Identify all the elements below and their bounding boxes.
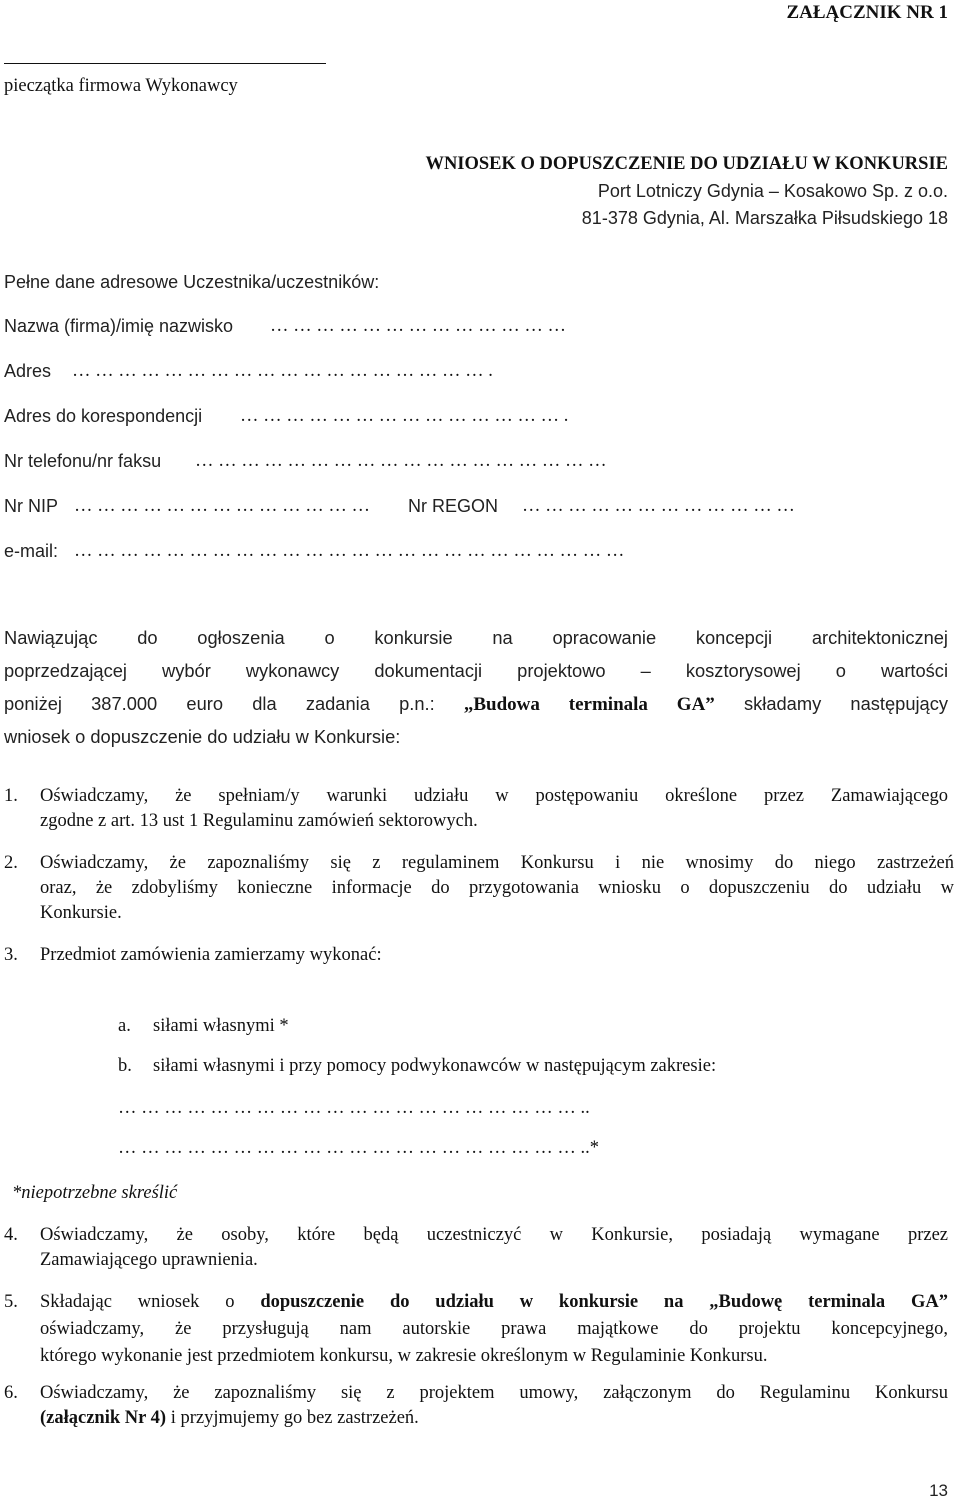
item-2-line-2: oraz, że zdobyliśmy konieczne informacje do przygotowania wniosku o dopuszczeniu do udziału w xyxy=(40,878,954,898)
address-field[interactable]: … … … … … … … … … … … … … … … … … … . xyxy=(72,361,493,381)
item-4-line-1: Oświadczamy, że osoby, które będą uczestniczyć w Konkursie, posiadają wymagane przez xyxy=(40,1225,948,1245)
intro-line-3: poniżej 387.000 euro dla zadania p.n.: „Budowa terminala GA” składamy następujący xyxy=(4,693,948,715)
phone-label: Nr telefonu/nr faksu xyxy=(4,451,162,471)
intro-line-2: poprzedzającej wybór wykonawcy dokumentacji projektowo – kosztorysowej o wartości xyxy=(4,660,948,681)
organization-name: Port Lotniczy Gdynia – Kosakowo Sp. z o.o. xyxy=(597,181,948,201)
item-4-number: 4. xyxy=(4,1225,18,1245)
item-6-number: 6. xyxy=(4,1383,18,1403)
address-label: Adres xyxy=(4,361,52,381)
item-5-number: 5. xyxy=(4,1292,18,1312)
email-label: e-mail: xyxy=(4,541,59,561)
organization-address: 81-378 Gdynia, Al. Marszałka Piłsudskiego 18 xyxy=(581,208,948,228)
option-b-text[interactable]: siłami własnymi i przy pomocy podwykonawców w następującym zakresie: xyxy=(153,1056,717,1076)
email-field[interactable]: … … … … … … … … … … … … … … … … … … … … … … … … xyxy=(74,541,625,561)
item-1-line-2: zgodne z art. 13 ust 1 Regulaminu zamówień sektorowych. xyxy=(40,811,478,831)
footnote: *niepotrzebne skreślić xyxy=(12,1183,178,1203)
option-a-label: a. xyxy=(118,1016,131,1036)
regon-field[interactable]: … … … … … … … … … … … … xyxy=(522,496,795,516)
item-4-line-2: Zamawiającego uprawnienia. xyxy=(40,1250,258,1270)
item-5-line-3: którego wykonanie jest przedmiotem konkursu, w zakresie określonym w Regulaminie Konkursu. xyxy=(40,1346,768,1366)
task-name: „Budowa terminala GA” xyxy=(463,694,715,715)
item-5-bold-text: dopuszczenie do udziału w konkursie na „Budowę terminala GA” xyxy=(260,1292,948,1312)
correspondence-field[interactable]: … … … … … … … … … … … … … … . xyxy=(240,406,569,426)
stamp-line xyxy=(4,63,326,64)
nip-field[interactable]: … … … … … … … … … … … … … xyxy=(74,496,370,516)
correspondence-label: Adres do korespondencji xyxy=(4,406,203,426)
intro-line-4: wniosek o dopuszczenie do udziału w Konkursie: xyxy=(4,726,401,747)
item-1-line-1: Oświadczamy, że spełniam/y warunki udziału w postępowaniu określone przez Zamawiającego xyxy=(40,786,948,806)
attachment-label: ZAŁĄCZNIK NR 1 xyxy=(786,2,948,23)
subcontract-scope-line-2[interactable]: … … … … … … … … … … … … … … … … … … … … ..* xyxy=(118,1138,599,1158)
nip-label: Nr NIP xyxy=(4,496,58,516)
attachment-ref: (załącznik Nr 4) xyxy=(40,1408,167,1428)
item-3-number: 3. xyxy=(4,945,18,965)
subcontract-scope-line-1[interactable]: … … … … … … … … … … … … … … … … … … … … .. xyxy=(118,1098,590,1118)
item-2-number: 2. xyxy=(4,853,18,873)
phone-field[interactable]: … … … … … … … … … … … … … … … … … … xyxy=(195,451,607,471)
item-2-line-3: Konkursie. xyxy=(40,903,122,923)
document-title: WNIOSEK O DOPUSZCZENIE DO UDZIAŁU W KONKURSIE xyxy=(425,154,948,174)
name-field[interactable]: … … … … … … … … … … … … … xyxy=(270,316,566,336)
item-1-number: 1. xyxy=(4,786,18,806)
item-6-line-2: (załącznik Nr 4) i przyjmujemy go bez zastrzeżeń. xyxy=(40,1408,419,1428)
page-number: 13 xyxy=(929,1481,948,1500)
name-label: Nazwa (firma)/imię nazwisko xyxy=(4,316,234,336)
item-5-line-1: Składając wniosek o dopuszczenie do udziału w konkursie na „Budowę terminala GA” xyxy=(40,1292,948,1312)
item-2-line-1: Oświadczamy, że zapoznaliśmy się z regulaminem Konkursu i nie wnosimy do niego zastrzeżeń xyxy=(40,853,954,873)
participant-heading: Pełne dane adresowe Uczestnika/uczestników: xyxy=(4,272,380,292)
intro-line-1: Nawiązując do ogłoszenia o konkursie na opracowanie koncepcji architektonicznej xyxy=(4,627,948,648)
company-stamp-label: pieczątka firmowa Wykonawcy xyxy=(4,76,238,96)
option-a-text[interactable]: siłami własnymi * xyxy=(153,1016,289,1036)
item-5-line-2: oświadczamy, że przysługują nam autorskie prawa majątkowe do projektu koncepcyjnego, xyxy=(40,1319,948,1339)
item-6-line-1: Oświadczamy, że zapoznaliśmy się z projektem umowy, załączonym do Regulaminu Konkursu xyxy=(40,1383,948,1403)
regon-label: Nr REGON xyxy=(408,496,498,516)
item-3-text: Przedmiot zamówienia zamierzamy wykonać: xyxy=(40,945,382,965)
option-b-label: b. xyxy=(118,1056,132,1076)
